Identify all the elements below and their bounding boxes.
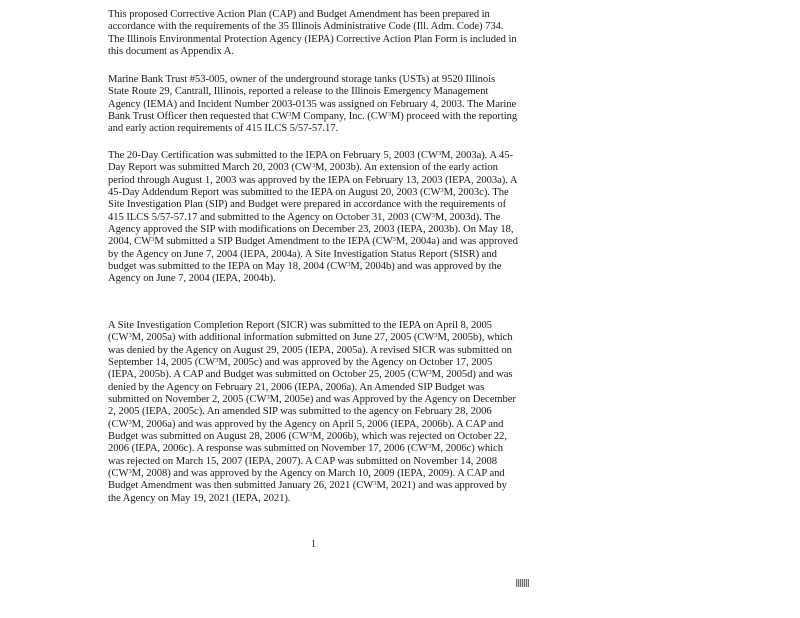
superscript: 3 bbox=[308, 431, 313, 439]
superscript: 3 bbox=[392, 236, 396, 244]
text-run: M, 2008) and was approved by the Agency on March 10, 2009 (IEPA, 2009). A CAP and Budget Amendment was then submitted January 26, 2021 (CW bbox=[108, 468, 505, 492]
text-run: M, 2003c). The Site Investigation Plan (SIP) and Budget were prepared in accordance with the requirements of 415 ILCS 5/57-57.17 and submitted to the Agency on October 31, 2003 (CW bbox=[108, 187, 509, 223]
text-run: A Site Investigation Completion Report (SICR) was submitted to the IEPA on April 8, 2005 (CW bbox=[108, 320, 492, 344]
text-run: M, 2004b) and was approved by the Agency on June 7, 2004 (IEPA, 2004b). bbox=[108, 261, 502, 285]
text-run: M, 2005d) and was denied by the Agency on February 21, 2006 (IEPA, 2006a). An Amended SIP Budget was submitted on November 2, 2005 (CW bbox=[108, 369, 513, 406]
superscript: 3 bbox=[434, 332, 438, 340]
paragraph-introduction bbox=[108, 9, 518, 58]
paragraph-release-report bbox=[108, 74, 518, 136]
superscript: 3 bbox=[431, 211, 435, 219]
paragraph-site-investigation-history bbox=[108, 320, 518, 505]
text-run: M) proceed with the reporting and early action requirements of 415 ILCS 5/57-57.17. bbox=[108, 111, 518, 135]
text-run: The 20-Day Certification was submitted to the IEPA on February 5, 2003 (CW bbox=[108, 150, 438, 161]
text-run: M, 2005c) and was approved by the Agency on October 17, 2005 (IEPA, 2005b). A CAP and Budget was submitted on October 25, 2005 (CW bbox=[108, 357, 493, 381]
text-run: M, 2003a). A 45-Day Report was submitted March 20, 2003 (CW bbox=[108, 150, 513, 174]
text-run: M, 2006c) which was rejected on March 15, 2007 (IEPA, 2007). A CAP was submitted on November 14, 2008 (CW bbox=[108, 443, 503, 480]
text-run: M, 2006a) and was approved by the Agency on April 5, 2006 (IEPA, 2006b). A CAP and Budget was submitted on August 28, 2006 (CW bbox=[108, 418, 504, 443]
text-run: M Company, Inc. (CW bbox=[291, 111, 388, 123]
superscript: 3 bbox=[288, 111, 292, 119]
superscript: 3 bbox=[128, 468, 132, 476]
paragraph-early-action-history bbox=[108, 150, 518, 286]
text-run: M, 2003d). The Agency approved the SIP with modifications on December 23, 2003 (IEPA, 2003b). On May 18, 2004, CW bbox=[108, 211, 514, 248]
text-run: M, 2005a) with additional information submitted on June 27, 2005 (CW bbox=[131, 332, 435, 344]
superscript: 3 bbox=[128, 332, 132, 340]
text-run: M, 2005e) and was Approved by the Agency on December 2, 2005 (IEPA, 2005c). An amended SIP was submitted to the agency on February 28, 2006 (CW bbox=[108, 394, 516, 430]
text-run: M, 2003b). An extension of the early action period through August 1, 2003 was approved by the IEPA on February 13, 2003 (IEPA, 2003a). A 45-Day Addendum Report was submitted to the IEPA on August 20, 2003 (CW bbox=[108, 162, 517, 199]
superscript: 3 bbox=[128, 418, 132, 426]
text-run: M submitted a SIP Budget Amendment to the IEPA (CW bbox=[154, 236, 393, 248]
superscript: 3 bbox=[266, 394, 270, 402]
superscript: 3 bbox=[427, 443, 432, 451]
superscript: 3 bbox=[437, 150, 442, 157]
superscript: 3 bbox=[387, 111, 391, 119]
superscript: 3 bbox=[428, 369, 432, 377]
superscript: 3 bbox=[151, 236, 155, 244]
superscript: 3 bbox=[347, 261, 351, 269]
text-run: This proposed Corrective Action Plan (CAP) and Budget Amendment has been prepared in accordance with the requirements of the 35 Illinois Administrative Code (Ill. Adm. Code) 734. The Illinois Environmental Protection Agency (IEPA) Corrective Action Plan Form is included in this document as Appendix A. bbox=[108, 9, 517, 58]
text-run: Marine Bank Trust #53-005, owner of the underground storage tanks (USTs) at 9520 Illinois State Route 29, Cantrall, Illinois, reported a release to the Illinois Emergency Management Agency (IEMA) and Incident Number 2003-0135 was assigned on February 4, 2003. The Marine Bank Trust Officer then requested that CW bbox=[108, 74, 517, 123]
scan-artifact bbox=[516, 579, 529, 587]
superscript: 3 bbox=[440, 187, 444, 195]
text-run: M, 2005b), which was denied by the Agency on August 29, 2005 (IEPA, 2005a). A revised SICR was submitted on September 14, 2005 (CW bbox=[108, 332, 513, 369]
text-run: M, 2004a) and was approved by the Agency on June 7, 2004 (IEPA, 2004a). A Site Investigation Status Report (SISR) and budget was submitted to the IEPA on May 18, 2004 (CW bbox=[108, 236, 518, 273]
superscript: 3 bbox=[373, 480, 377, 488]
superscript: 3 bbox=[311, 162, 316, 170]
text-run: M, 2006b), which was rejected on October 22, 2006 (IEPA, 2006c). A response was submitted on November 17, 2006 (CW bbox=[108, 431, 508, 455]
page-number: 1 bbox=[311, 539, 316, 550]
text-run: M, 2021) and was approved by the Agency on May 19, 2021 (IEPA, 2021). bbox=[108, 480, 507, 504]
superscript: 3 bbox=[215, 357, 219, 365]
